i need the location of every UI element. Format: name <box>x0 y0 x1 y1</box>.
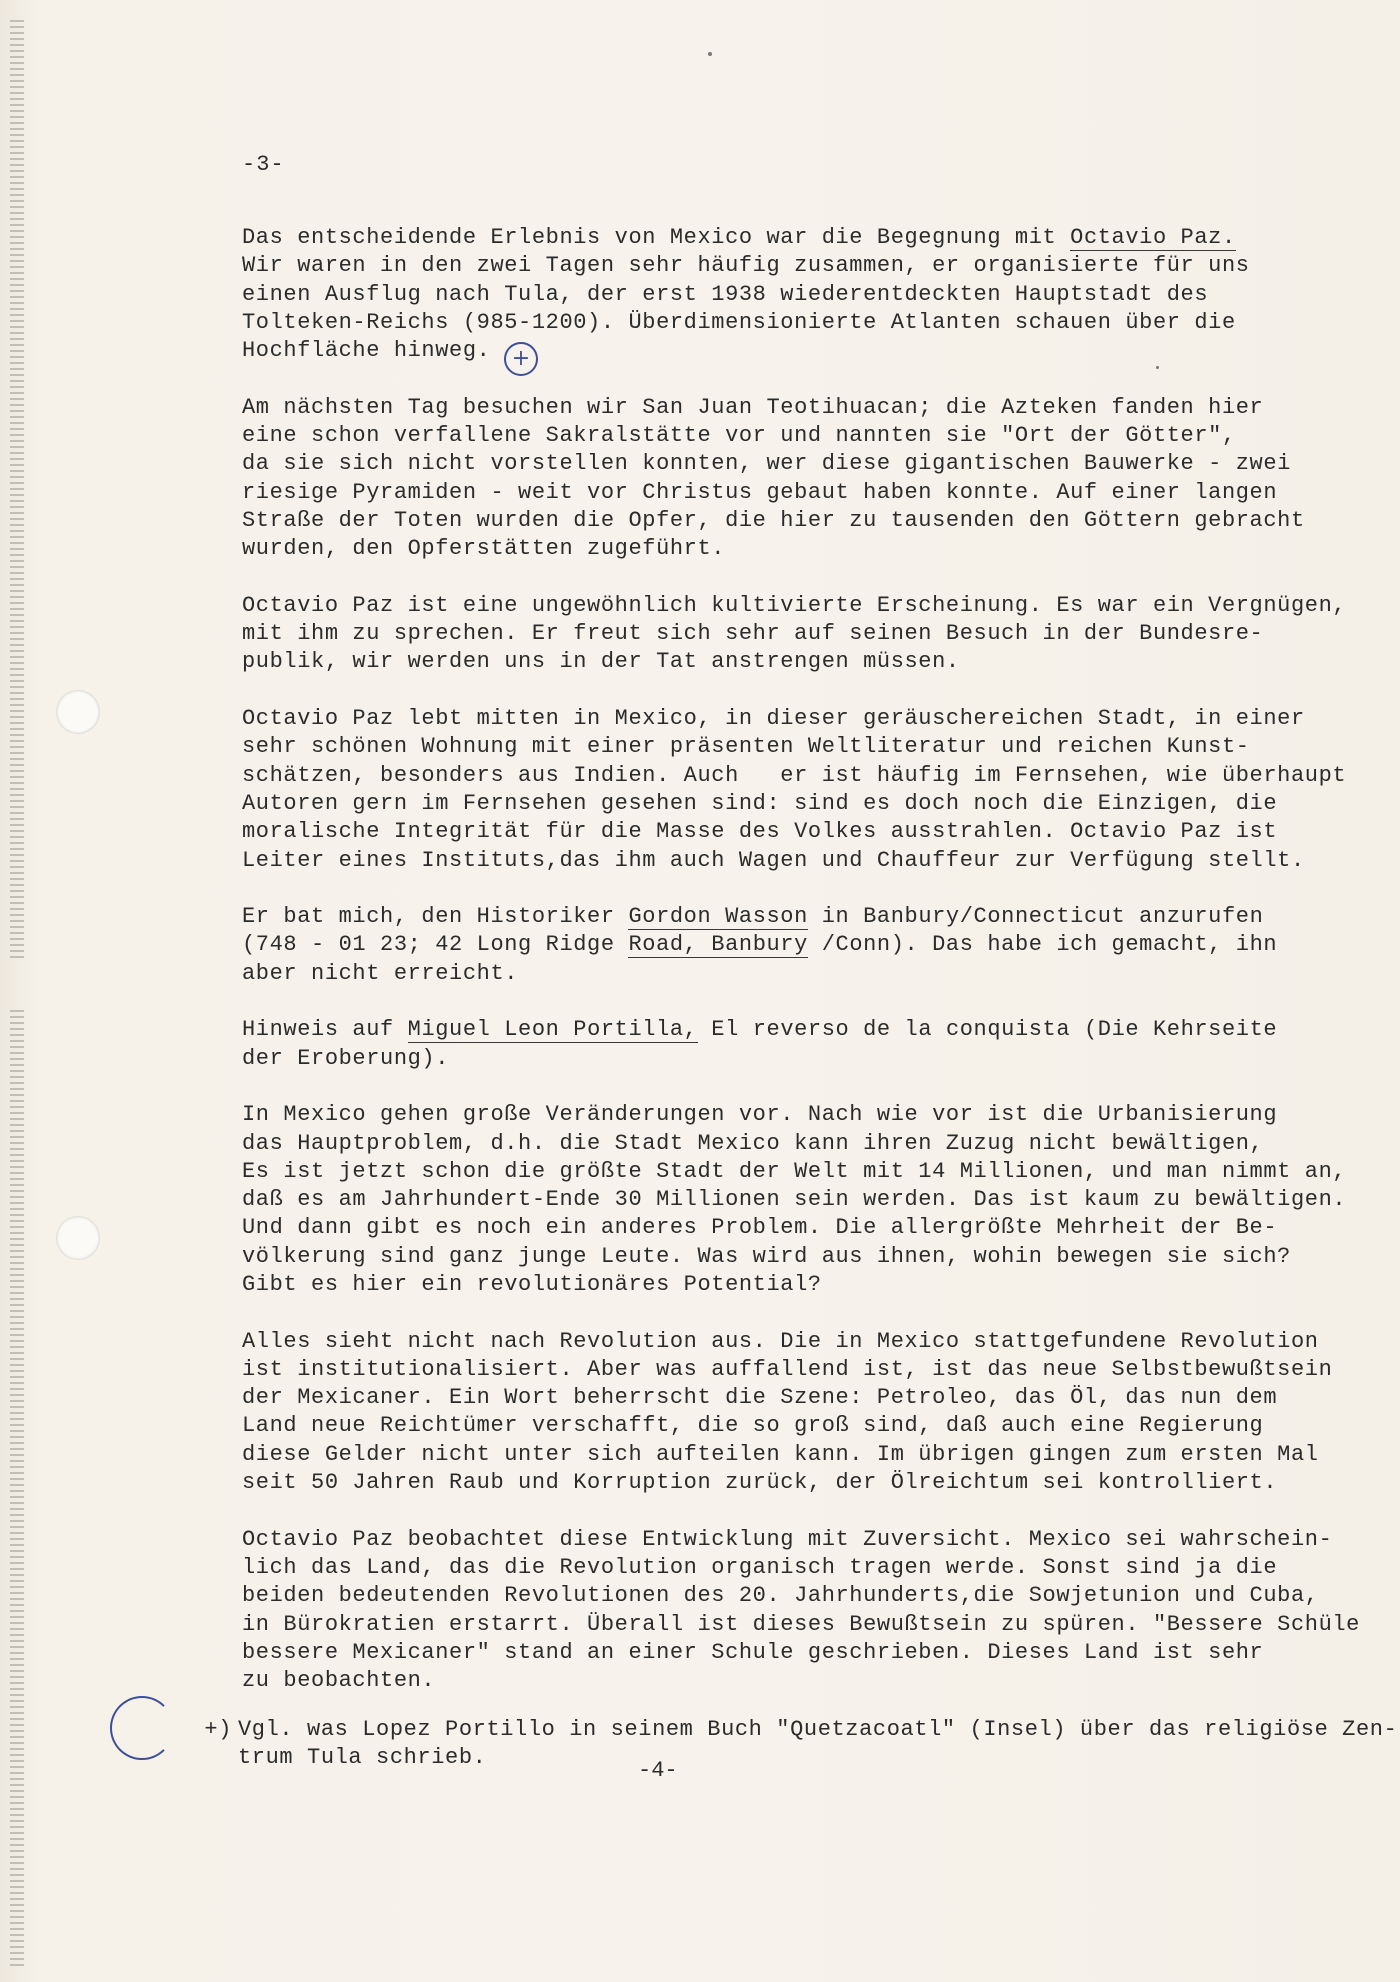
text-segment: der Eroberung). <box>242 1045 450 1071</box>
text-segment: Alles sieht nicht nach Revolution aus. Die in Mexico stattgefundene Revolution <box>242 1328 1319 1354</box>
text-line <box>242 960 1362 988</box>
paper-speck <box>708 52 712 56</box>
text-segment: Das entscheidende Erlebnis von Mexico war die Begegnung mit <box>242 225 1071 250</box>
text-line <box>242 1412 1362 1440</box>
text-segment: El reverso de la conquista (Die Kehrseite <box>697 1017 1278 1043</box>
text-line <box>242 1384 1362 1412</box>
text-line <box>242 422 1362 450</box>
underlined-text: Octavio Paz. <box>1070 225 1236 250</box>
text-segment: Tolteken-Reichs (985-1200). Überdimensionierte Atlanten schauen über die <box>242 309 1236 335</box>
text-segment: Und dann gibt es noch ein anderes Problem. Die allergrößte Mehrheit der Be- <box>242 1215 1278 1241</box>
underlined-text: Gordon Wasson <box>628 904 808 930</box>
text-segment: aber nicht erreicht. <box>242 960 519 986</box>
text-segment: /Conn). Das habe ich gemacht, ihn <box>807 932 1278 958</box>
footnote-line-1 <box>176 1716 1398 1744</box>
text-line <box>242 1582 1362 1610</box>
text-segment: Octavio Paz ist eine ungewöhnlich kultivierte Erscheinung. Es war ein Vergnügen, <box>242 592 1347 618</box>
next-page-indicator: -4- <box>638 1758 678 1783</box>
paragraph <box>242 224 1362 365</box>
text-line <box>242 592 1362 620</box>
perforation-strip-bottom <box>10 1010 24 1970</box>
text-line <box>242 762 1362 790</box>
text-line <box>242 931 1362 959</box>
text-line <box>242 1611 1362 1639</box>
text-segment: publik, wir werden uns in der Tat anstrengen müssen. <box>242 649 960 675</box>
text-segment: moralische Integrität für die Masse des Volkes ausstrahlen. Octavio Paz ist <box>242 819 1278 845</box>
text-segment: schätzen, besonders aus Indien. Auch er ist häufig im Fernsehen, wie überhaupt <box>242 762 1347 788</box>
paragraph <box>242 394 1362 564</box>
text-segment: in Bürokratien erstarrt. Überall ist dieses Bewußtsein zu spüren. "Bessere Schüle <box>242 1611 1360 1637</box>
paragraph <box>242 1328 1362 1498</box>
text-segment: Land neue Reichtümer verschafft, die so groß sind, daß auch eine Regierung <box>242 1413 1264 1439</box>
text-line <box>242 903 1362 931</box>
text-segment: In Mexico gehen große Veränderungen vor. Nach wie vor ist die Urbanisierung <box>242 1102 1278 1128</box>
text-line <box>242 1016 1362 1044</box>
paragraph <box>242 705 1362 875</box>
text-line <box>242 1469 1362 1497</box>
text-segment: (748 - 01 23; 42 Long Ridge <box>242 932 629 958</box>
text-line <box>242 1243 1362 1271</box>
perforation-strip-top <box>10 20 24 960</box>
text-segment: beiden bedeutenden Revolutionen des 20. Jahrhunderts,die Sowjetunion und Cuba, <box>242 1583 1319 1609</box>
text-line <box>242 1328 1362 1356</box>
text-segment: Octavio Paz lebt mitten in Mexico, in dieser geräuschereichen Stadt, in einer <box>242 706 1305 732</box>
text-segment: sehr schönen Wohnung mit einer präsenten Weltliteratur und reichen Kunst- <box>242 734 1250 760</box>
text-segment: eine schon verfallene Sakralstätte vor und nannten sie "Ort der Götter", <box>242 423 1236 449</box>
text-segment: Hinweis auf <box>242 1017 408 1043</box>
paragraph <box>242 1101 1362 1299</box>
paragraph <box>242 1526 1362 1696</box>
footnote <box>176 1716 1398 1773</box>
text-line <box>242 507 1362 535</box>
text-segment: Wir waren in den zwei Tagen sehr häufig zusammen, er organisierte für uns <box>242 253 1250 279</box>
text-line <box>242 1186 1362 1214</box>
paragraph <box>242 903 1362 988</box>
footnote-marker: +) <box>204 1717 232 1742</box>
underlined-text: Road, Banbury <box>628 932 808 958</box>
text-segment: daß es am Jahrhundert-Ende 30 Millionen sein werden. Das ist kaum zu bewältigen. <box>242 1187 1347 1213</box>
punch-hole-lower <box>56 1216 100 1260</box>
text-segment: Er bat mich, den Historiker <box>242 904 629 930</box>
text-line <box>242 309 1362 337</box>
text-segment: in Banbury/Connecticut anzurufen <box>807 904 1264 930</box>
text-segment: Straße der Toten wurden die Opfer, die hier zu tausenden den Göttern gebracht <box>242 507 1305 533</box>
footnote-text-1: Vgl. was Lopez Portillo in seinem Buch "Quetzacoatl" (Insel) über das religiöse Zen- <box>238 1717 1398 1742</box>
handwritten-plus-mark: + <box>504 342 538 376</box>
text-line <box>242 1045 1362 1073</box>
text-segment: der Mexicaner. Ein Wort beherrscht die Szene: Petroleo, das Öl, das nun dem <box>242 1385 1278 1411</box>
text-segment: Octavio Paz beobachtet diese Entwicklung mit Zuversicht. Mexico sei wahrschein- <box>242 1526 1333 1552</box>
underlined-text: Miguel Leon Portilla, <box>407 1017 698 1043</box>
text-line <box>242 1554 1362 1582</box>
text-segment: ist institutionalisiert. Aber was auffallend ist, ist das neue Selbstbewußtsein <box>242 1356 1333 1382</box>
text-line <box>242 1130 1362 1158</box>
text-line <box>242 281 1362 309</box>
text-line <box>242 705 1362 733</box>
text-line <box>242 1271 1362 1299</box>
text-line <box>242 1356 1362 1384</box>
text-line <box>242 1214 1362 1242</box>
text-line <box>242 337 1362 365</box>
text-segment: Hochfläche hinweg. <box>242 338 491 364</box>
text-line <box>242 1667 1362 1695</box>
text-line <box>242 620 1362 648</box>
text-segment: völkerung sind ganz junge Leute. Was wird aus ihnen, wohin bewegen sie sich? <box>242 1243 1291 1269</box>
text-line <box>242 790 1362 818</box>
handwritten-footnote-circle <box>110 1696 174 1760</box>
footnote-text-2: trum Tula schrieb. <box>238 1745 487 1771</box>
text-segment: einen Ausflug nach Tula, der erst 1938 wiederentdeckten Hauptstadt des <box>242 281 1209 307</box>
text-line <box>242 1441 1362 1469</box>
text-line <box>242 394 1362 422</box>
text-line <box>242 648 1362 676</box>
text-line <box>242 1639 1362 1667</box>
footnote-line-2 <box>176 1744 1356 1772</box>
text-segment: seit 50 Jahren Raub und Korruption zurück, der Ölreichtum sei kontrolliert. <box>242 1470 1278 1496</box>
text-segment: wurden, den Opferstätten zugeführt. <box>242 536 726 562</box>
text-line <box>242 450 1362 478</box>
text-segment: diese Gelder nicht unter sich aufteilen kann. Im übrigen gingen zum ersten Mal <box>242 1441 1319 1467</box>
text-segment: Leiter eines Instituts,das ihm auch Wagen und Chauffeur zur Verfügung stellt. <box>242 847 1305 873</box>
text-segment: Autoren gern im Fernsehen gesehen sind: sind es doch noch die Einzigen, die <box>242 790 1278 816</box>
text-segment: lich das Land, das die Revolution organisch tragen werde. Sonst sind ja die <box>242 1554 1278 1580</box>
text-segment: Am nächsten Tag besuchen wir San Juan Teotihuacan; die Azteken fanden hier <box>242 394 1264 420</box>
text-line <box>242 479 1362 507</box>
text-segment: Es ist jetzt schon die größte Stadt der Welt mit 14 Millionen, und man nimmt an, <box>242 1158 1347 1184</box>
text-line <box>242 535 1362 563</box>
text-line <box>242 847 1362 875</box>
text-segment: bessere Mexicaner" stand an einer Schule geschrieben. Dieses Land ist sehr <box>242 1639 1264 1665</box>
text-line <box>242 224 1362 252</box>
text-line <box>242 1101 1362 1129</box>
text-segment: das Hauptproblem, d.h. die Stadt Mexico kann ihren Zuzug nicht bewältigen, <box>242 1130 1264 1156</box>
text-line <box>242 252 1362 280</box>
text-line <box>242 733 1362 761</box>
text-line <box>242 818 1362 846</box>
text-segment: zu beobachten. <box>242 1668 436 1694</box>
text-segment: riesige Pyramiden - weit vor Christus gebaut haben konnte. Auf einer langen <box>242 479 1278 505</box>
punch-hole-upper <box>56 690 100 734</box>
text-line <box>242 1526 1362 1554</box>
paragraph <box>242 1016 1362 1073</box>
letter-body <box>242 224 1362 1724</box>
text-segment: Gibt es hier ein revolutionäres Potential? <box>242 1271 822 1297</box>
text-line <box>242 1158 1362 1186</box>
text-segment: mit ihm zu sprechen. Er freut sich sehr auf seinen Besuch in der Bundesre- <box>242 621 1264 647</box>
paragraph <box>242 592 1362 677</box>
text-segment: da sie sich nicht vorstellen konnten, wer diese gigantischen Bauwerke - zwei <box>242 451 1291 477</box>
page-number: -3- <box>242 152 285 177</box>
